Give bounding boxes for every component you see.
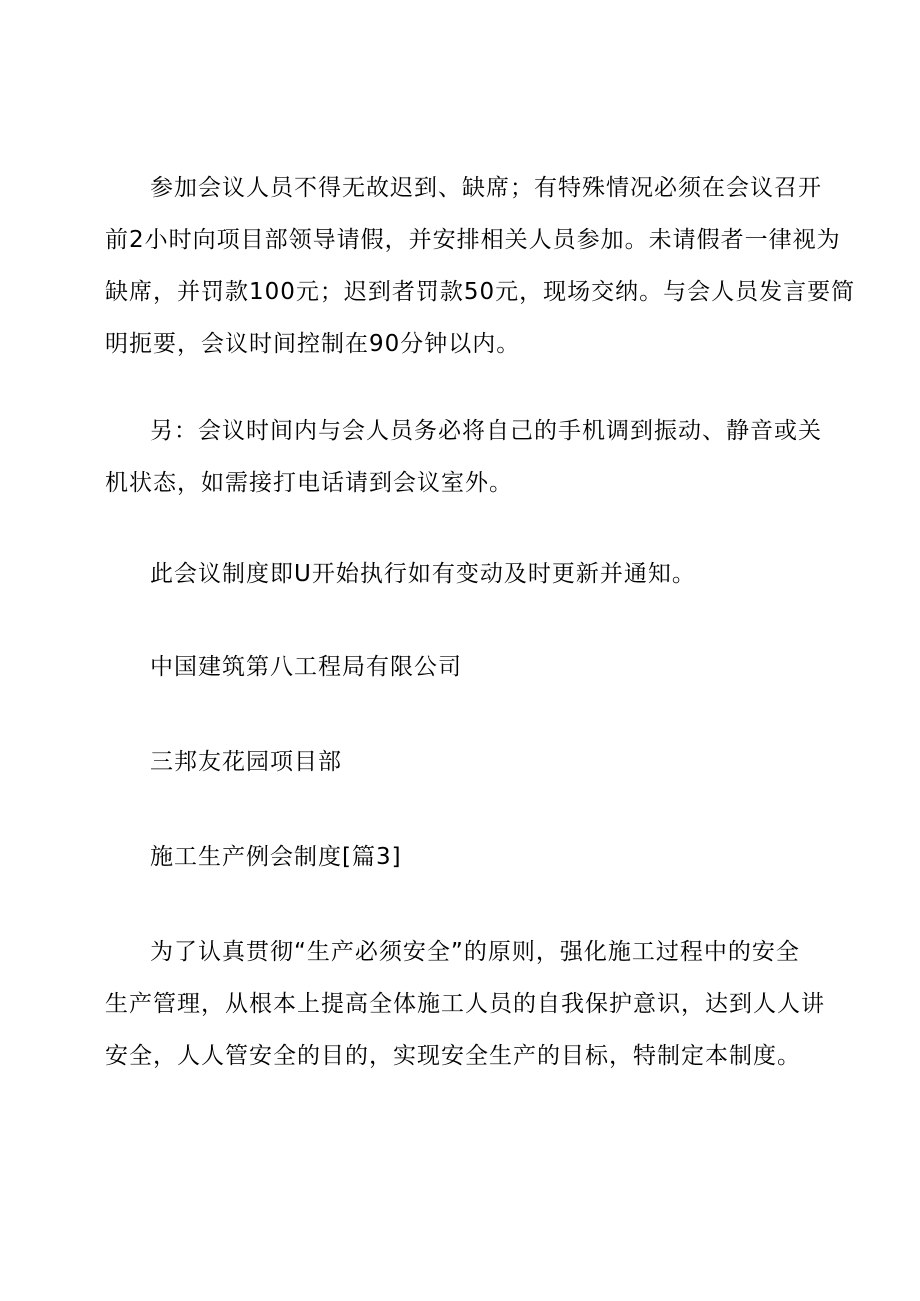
section-heading: [150, 831, 810, 883]
text-line: 另：会议时间内与会人员务必将自己的手机调到振动、静音或关: [150, 418, 822, 444]
text-line: 明扼要，会议时间控制在90分钟以内。: [105, 331, 521, 357]
text-line: 前2小时向项目部领导请假，并安排相关人员参加。未请假者一律视为: [105, 227, 841, 253]
text-line: 为了认真贯彻“生产必须安全”的原则，强化施工过程中的安全: [150, 939, 800, 965]
paragraph-phone-rules: [105, 405, 822, 509]
text-line: 参加会议人员不得无故迟到、缺席；有特殊情况必须在会议召开: [150, 175, 822, 201]
text-line: 中国建筑第八工程局有限公司: [150, 654, 462, 680]
company-name: [150, 641, 810, 693]
text-line: 缺席，并罚款100元；迟到者罚款50元，现场交纳。与会人员发言要简: [105, 279, 856, 305]
text-line: 施工生产例会制度[篇3]: [150, 844, 402, 870]
text-line: 生产管理，从根本上提高全体施工人员的自我保护意识，达到人人讲: [105, 991, 825, 1017]
paragraph-meeting-attendance-rules: [105, 162, 856, 370]
text-line: 此会议制度即U开始执行如有变动及时更新并通知。: [150, 561, 696, 587]
paragraph-effective-notice: [150, 548, 810, 600]
paragraph-safety-purpose: [105, 926, 825, 1082]
project-department: [150, 736, 810, 788]
text-line: 安全，人人管安全的目的，实现安全生产的目标，特制定本制度。: [105, 1043, 801, 1069]
text-line: 机状态，如需接打电话请到会议室外。: [105, 470, 513, 496]
text-line: 三邦友花园项目部: [150, 749, 342, 775]
